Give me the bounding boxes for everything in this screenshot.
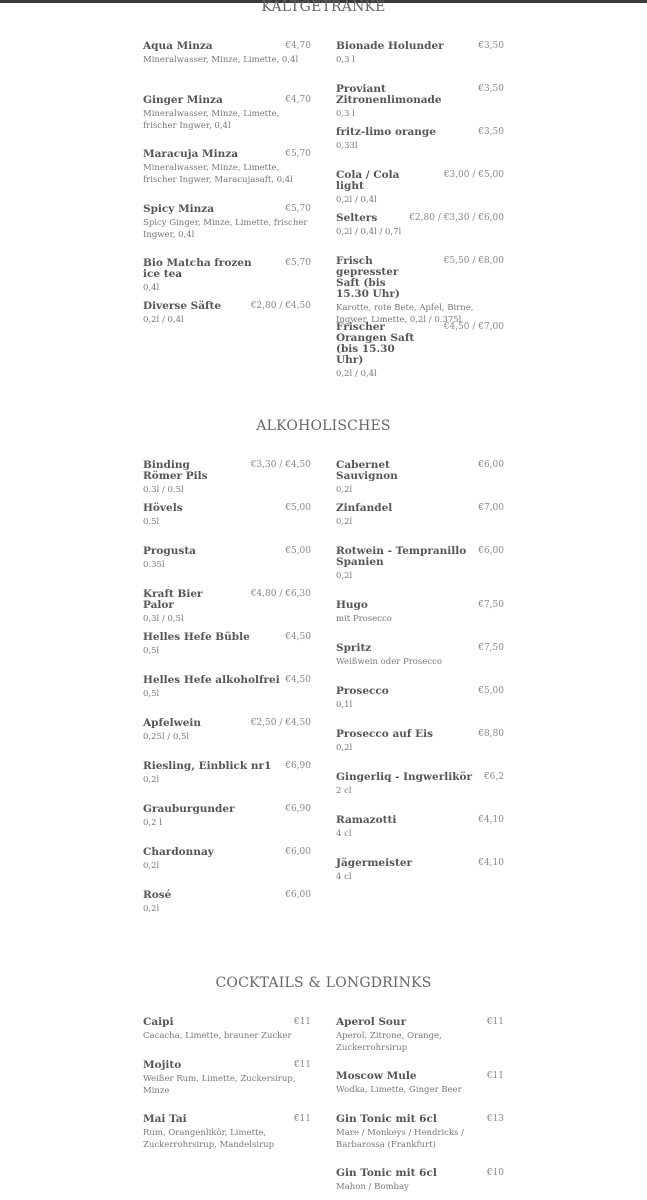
item-price: €6,00 bbox=[478, 546, 504, 556]
item-price: €4,80 / €6,30 bbox=[250, 589, 311, 599]
item-name: Frischer Orangen Saft (bis 15.30 Uhr) bbox=[336, 321, 415, 366]
item-name: Prosecco bbox=[336, 685, 389, 697]
item-name: Aperol Sour bbox=[336, 1016, 407, 1028]
item-price: €4,10 bbox=[478, 858, 504, 868]
menu-item bbox=[143, 546, 311, 572]
item-desc: 0,2l bbox=[336, 517, 353, 527]
item-desc: 0,2l / 0,4l bbox=[143, 315, 184, 325]
menu-item bbox=[336, 322, 504, 381]
menu-item bbox=[143, 632, 311, 658]
item-desc: 0,2l bbox=[336, 571, 353, 581]
item-price: €11 bbox=[293, 1060, 311, 1070]
item-price: €7,00 bbox=[478, 503, 504, 513]
menu-item bbox=[336, 1071, 504, 1097]
item-price: €6,00 bbox=[478, 460, 504, 470]
menu-item bbox=[143, 41, 311, 67]
menu-item bbox=[336, 460, 504, 497]
item-desc: 4 cl bbox=[336, 872, 352, 882]
item-price: €4,50 / €7,00 bbox=[443, 322, 504, 332]
menu-item bbox=[143, 761, 311, 787]
menu-item bbox=[143, 149, 311, 186]
item-price: €11 bbox=[293, 1017, 311, 1027]
item-name: Ginger Minza bbox=[143, 94, 223, 106]
menu-item bbox=[143, 301, 311, 327]
item-price: €2,50 / €4,50 bbox=[250, 718, 311, 728]
item-name: Spicy Minza bbox=[143, 203, 215, 215]
item-name: Moscow Mule bbox=[336, 1070, 417, 1082]
item-price: €5,00 bbox=[285, 503, 311, 513]
item-desc: 0,3 l bbox=[336, 55, 355, 65]
item-name: Diverse Säfte bbox=[143, 300, 222, 312]
menu-item bbox=[336, 170, 504, 207]
item-price: €3,00 / €5,00 bbox=[443, 170, 504, 180]
item-name: Helles Hefe alkoholfrei bbox=[143, 674, 280, 686]
item-name: Gingerliq - Ingwerlikör bbox=[336, 771, 473, 783]
item-price: €6,90 bbox=[285, 761, 311, 771]
item-price: €5,00 bbox=[285, 546, 311, 556]
item-name: Maracuja Minza bbox=[143, 148, 239, 160]
menu-item bbox=[143, 890, 311, 916]
item-desc: 0,3l / 0,5l bbox=[143, 614, 184, 624]
item-desc: Weißwein oder Prosecco bbox=[336, 657, 442, 667]
item-price: €10 bbox=[486, 1168, 504, 1178]
item-price: €11 bbox=[486, 1017, 504, 1027]
menu-item bbox=[336, 600, 504, 626]
menu-item bbox=[336, 1114, 504, 1151]
item-price: €2,80 / €3,30 / €6,00 bbox=[409, 213, 504, 223]
item-desc: 0,5l bbox=[143, 689, 160, 699]
item-name: Bionade Holunder bbox=[336, 40, 444, 52]
item-desc: 0,2l / 0,4l bbox=[336, 195, 377, 205]
item-price: €6,2 bbox=[483, 772, 504, 782]
item-desc: 0,5l bbox=[143, 646, 160, 656]
menu-item bbox=[143, 258, 311, 295]
item-price: €4,10 bbox=[478, 815, 504, 825]
item-name: Bio Matcha frozen ice tea bbox=[143, 257, 252, 280]
item-name: Hugo bbox=[336, 599, 368, 611]
menu-item bbox=[143, 503, 311, 529]
item-name: fritz-limo orange bbox=[336, 126, 436, 138]
item-desc: Mahon / Bombay bbox=[336, 1182, 409, 1192]
item-price: €4,70 bbox=[285, 95, 311, 105]
menu-item bbox=[143, 204, 311, 241]
menu-item bbox=[143, 1114, 311, 1151]
item-name: Ramazotti bbox=[336, 814, 397, 826]
item-price: €8,80 bbox=[478, 729, 504, 739]
item-name: Cola / Cola light bbox=[336, 169, 400, 192]
item-name: Rosé bbox=[143, 889, 172, 901]
item-desc: Mineralwasser, Minze, Limette, frischer Ingwer, 0,4l bbox=[143, 109, 280, 131]
item-desc: Wodka, Limette, Ginger Beer bbox=[336, 1085, 462, 1095]
item-price: €4,50 bbox=[285, 632, 311, 642]
menu-item bbox=[143, 804, 311, 830]
item-name: Aqua Minza bbox=[143, 40, 213, 52]
menu-item bbox=[143, 675, 311, 701]
item-price: €3,50 bbox=[478, 84, 504, 94]
item-name: Mai Tai bbox=[143, 1113, 187, 1125]
item-name: Apfelwein bbox=[143, 717, 202, 729]
menu-item bbox=[336, 256, 504, 326]
item-price: €5,70 bbox=[285, 204, 311, 214]
menu-item bbox=[143, 95, 311, 132]
item-desc: 0,2l bbox=[143, 861, 160, 871]
item-price: €7,50 bbox=[478, 600, 504, 610]
item-price: €6,90 bbox=[285, 804, 311, 814]
item-name: Proviant Zitronenlimonade bbox=[336, 83, 442, 106]
menu-item bbox=[336, 858, 504, 884]
item-name: Zinfandel bbox=[336, 502, 393, 514]
item-price: €11 bbox=[293, 1114, 311, 1124]
menu-item bbox=[143, 460, 311, 497]
menu-item bbox=[143, 847, 311, 873]
item-price: €11 bbox=[486, 1071, 504, 1081]
item-desc: 0,3 l bbox=[336, 109, 355, 119]
item-name: Jägermeister bbox=[336, 857, 413, 869]
menu-item bbox=[336, 546, 504, 583]
item-desc: Weißer Rum, Limette, Zuckersirup, Minze bbox=[143, 1074, 296, 1096]
item-name: Rotwein - Tempranillo Spanien bbox=[336, 545, 467, 568]
item-price: €5,70 bbox=[285, 258, 311, 268]
item-desc: mit Prosecco bbox=[336, 614, 392, 624]
menu-item bbox=[143, 1060, 311, 1097]
menu-item bbox=[336, 772, 504, 798]
item-desc: 4 cl bbox=[336, 829, 352, 839]
menu-item bbox=[336, 213, 504, 239]
item-desc: Spicy Ginger, Minze, Limette, frischer Ingwer, 0,4l bbox=[143, 218, 308, 240]
item-price: €4,70 bbox=[285, 41, 311, 51]
menu-item bbox=[336, 84, 504, 121]
item-desc: 2 cl bbox=[336, 786, 352, 796]
menu-item bbox=[336, 503, 504, 529]
menu-item bbox=[336, 643, 504, 669]
menu-item bbox=[336, 1168, 504, 1194]
item-price: €5,70 bbox=[285, 149, 311, 159]
item-desc: 0.35l bbox=[143, 560, 165, 570]
item-desc: 0.5l bbox=[143, 517, 160, 527]
item-price: €13 bbox=[486, 1114, 504, 1124]
item-name: Frisch gepresster Saft (bis 15.30 Uhr) bbox=[336, 255, 400, 300]
section-title-alkoholisches: ALKOHOLISCHES bbox=[256, 418, 391, 434]
item-name: Helles Hefe Büble bbox=[143, 631, 250, 643]
menu-item bbox=[336, 729, 504, 755]
menu-item bbox=[336, 1017, 504, 1054]
item-name: Grauburgunder bbox=[143, 803, 235, 815]
item-name: Spritz bbox=[336, 642, 372, 654]
section-title-kaltgetraenke: KALTGETRÄNKE bbox=[261, 0, 386, 15]
item-price: €7,50 bbox=[478, 643, 504, 653]
item-desc: Karotte, rote Bete, Apfel, Birne, Ingwer, Limette, 0,2l / 0.375l bbox=[336, 303, 474, 325]
item-desc: 0,2l bbox=[336, 743, 353, 753]
item-name: Riesling, Einblick nr1 bbox=[143, 760, 272, 772]
item-name: Caipi bbox=[143, 1016, 174, 1028]
item-name: Cabernet Sauvignon bbox=[336, 459, 398, 482]
item-name: Gin Tonic mit 6cl bbox=[336, 1113, 437, 1125]
item-desc: Aperol, Zitrone, Orange, Zuckerrohrsirup bbox=[336, 1031, 442, 1053]
item-desc: 0,4l bbox=[143, 283, 160, 293]
menu-item bbox=[143, 589, 311, 626]
item-desc: Mare / Monkeys / Hendricks / Barbarossa (Frankfurt) bbox=[336, 1128, 465, 1150]
item-name: Mojito bbox=[143, 1059, 182, 1071]
menu-item bbox=[336, 815, 504, 841]
item-price: €4,50 bbox=[285, 675, 311, 685]
section-title-cocktails: COCKTAILS & LONGDRINKS bbox=[215, 975, 432, 991]
item-price: €5,00 bbox=[478, 686, 504, 696]
item-desc: 0,2l / 0,4l bbox=[336, 369, 377, 379]
menu-item bbox=[143, 1017, 311, 1043]
item-desc: 0.3l / 0.5l bbox=[143, 485, 184, 495]
item-desc: Mineralwasser, Minze, Limette, frischer Ingwer, Maracujasaft, 0,4l bbox=[143, 163, 293, 185]
item-name: Gin Tonic mit 6cl bbox=[336, 1167, 437, 1179]
item-name: Chardonnay bbox=[143, 846, 214, 858]
item-desc: 0,2l / 0,4l / 0,7l bbox=[336, 227, 402, 237]
item-name: Hövels bbox=[143, 502, 183, 514]
item-desc: 0,2l bbox=[143, 775, 160, 785]
item-desc: 0,25l / 0,5l bbox=[143, 732, 190, 742]
item-desc: 0,2l bbox=[336, 485, 353, 495]
item-name: Kraft Bier Palor bbox=[143, 588, 203, 611]
item-price: €3,50 bbox=[478, 41, 504, 51]
item-price: €6,00 bbox=[285, 847, 311, 857]
item-desc: Mineralwasser, Minze, Limette, 0,4l bbox=[143, 55, 299, 65]
item-name: Binding Römer Pils bbox=[143, 459, 208, 482]
item-price: €6,00 bbox=[285, 890, 311, 900]
menu-item bbox=[336, 41, 504, 67]
item-desc: Cacacha, Limette, brauner Zucker bbox=[143, 1031, 292, 1041]
menu-item bbox=[336, 686, 504, 712]
menu-item bbox=[336, 127, 504, 153]
item-price: €5,50 / €8,00 bbox=[443, 256, 504, 266]
menu-item bbox=[143, 718, 311, 744]
item-price: €3,30 / €4,50 bbox=[250, 460, 311, 470]
item-name: Prosecco auf Eis bbox=[336, 728, 433, 740]
item-desc: 0,2l bbox=[143, 904, 160, 914]
item-desc: 0,1l bbox=[336, 700, 353, 710]
item-desc: 0,2 l bbox=[143, 818, 162, 828]
item-desc: Rum, Orangenlikör, Limette, Zuckerrohrsirup, Mandelsirup bbox=[143, 1128, 275, 1150]
item-name: Progusta bbox=[143, 545, 196, 557]
item-price: €3,50 bbox=[478, 127, 504, 137]
item-name: Selters bbox=[336, 212, 378, 224]
item-price: €2,80 / €4,50 bbox=[250, 301, 311, 311]
item-desc: 0,33l bbox=[336, 141, 358, 151]
